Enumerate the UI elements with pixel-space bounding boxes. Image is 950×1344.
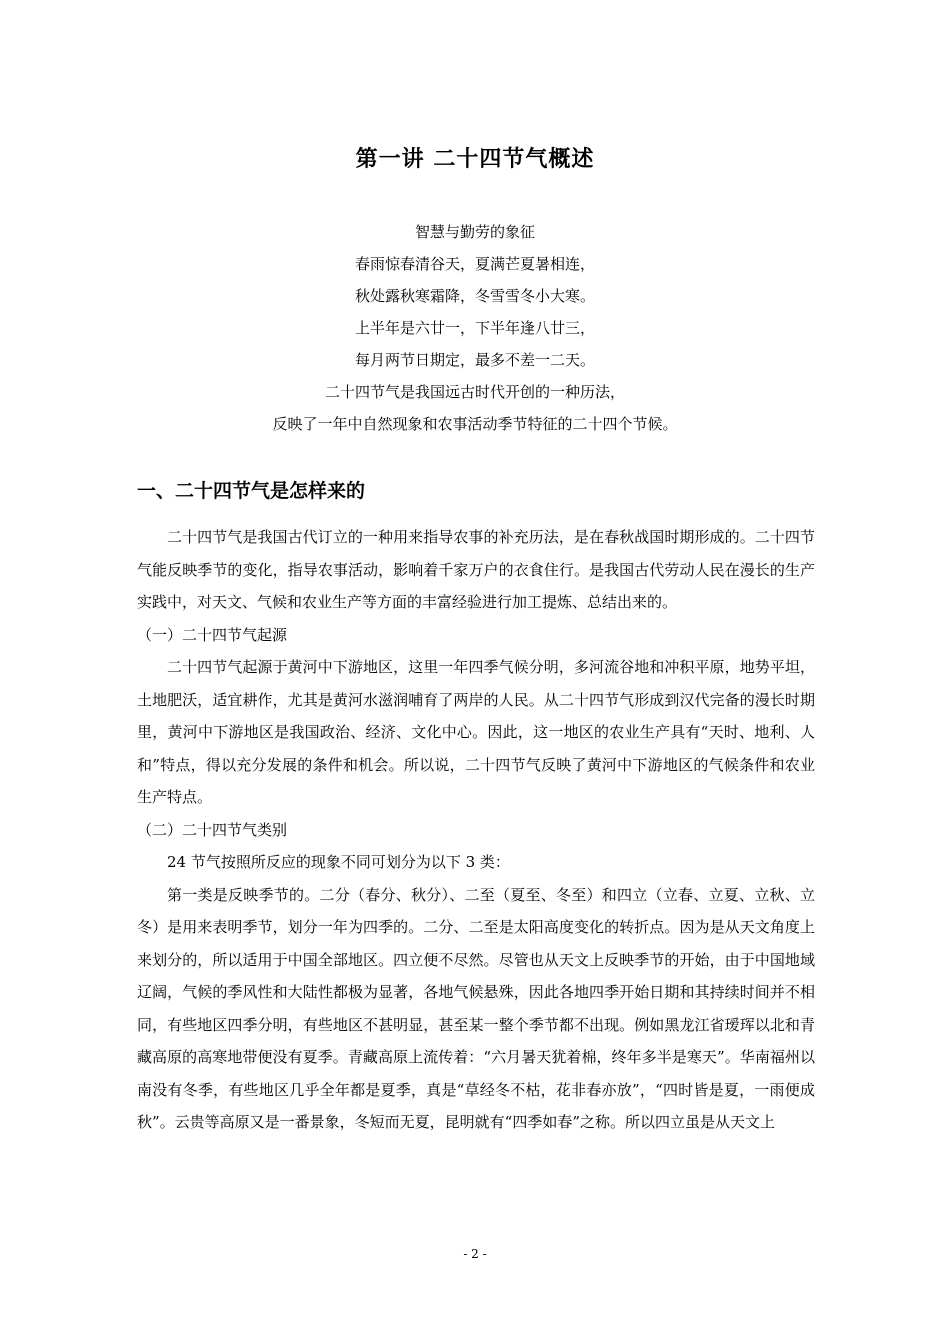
subsection-heading: （一）二十四节气起源 <box>137 625 288 644</box>
poem-line: 每月两节日期定，最多不差一二天。 <box>354 351 595 369</box>
poem-line: 智慧与勤劳的象征 <box>414 223 535 241</box>
poem-line: 反映了一年中自然现象和农事活动季节特征的二十四个节候。 <box>272 415 678 433</box>
poem-line: 上半年是六廿一，下半年逢八廿三， <box>354 319 595 337</box>
subsection-heading: （二）二十四节气类别 <box>137 820 288 839</box>
poem-line: 春雨惊春清谷天，夏满芒夏暑相连， <box>354 255 595 273</box>
page-title: 第一讲 二十四节气概述 <box>355 147 595 172</box>
paragraph: 二十四节气是我国古代订立的一种用来指导农事的补充历法，是在春秋战国时期形成的。二十四节气能反映季节的变化，指导农事活动，影响着千家万户的衣食住行。是我国古代劳动人民在漫长的生产实践中，对天文、气候和农业生产等方面的丰富经验进行加工提炼、总结出来的。 <box>137 528 815 611</box>
epigraph-poem <box>0 216 950 440</box>
body-text <box>137 521 815 1139</box>
paragraph: 24 节气按照所反应的现象不同可划分为以下 3 类： <box>167 853 510 871</box>
paragraph: 二十四节气起源于黄河中下游地区，这里一年四季气候分明，多河流谷地和冲积平原，地势平坦，土地肥沃，适宜耕作，尤其是黄河水滋润哺育了两岸的人民。从二十四节气形成到汉代完备的漫长时期里，黄河中下游地区是我国政治、经济、文化中心。因此，这一地区的农业生产具有“天时、地利、人和”特点，得以充分发展的条件和机会。所以说，二十四节气反映了黄河中下游地区的气候条件和农业生产特点。 <box>137 658 815 806</box>
poem-line: 秋处露秋寒霜降，冬雪雪冬小大寒。 <box>354 287 595 305</box>
page-number: - 2 - <box>463 1247 487 1261</box>
paragraph: 第一类是反映季节的。二分（春分、秋分）、二至（夏至、冬至）和四立（立春、立夏、立秋、立冬）是用来表明季节，划分一年为四季的。二分、二至是太阳高度变化的转折点。因为是从天文角度上来划分的，所以适用于中国全部地区。四立便不尽然。尽管也从天文上反映季节的开始，由于中国地域辽阔，气候的季风性和大陆性都极为显著，各地气候悬殊，因此各地四季开始日期和其持续时间并不相同，有些地区四季分明，有些地区不甚明显，甚至某一整个季节都不出现。例如黑龙江省瑷珲以北和青藏高原的高寒地带便没有夏季。青藏高原上流传着：“六月暑天犹着棉，终年多半是寒天”。华南福州以南没有冬季，有些地区几乎全年都是夏季，真是“草经冬不枯，花非春亦放”，“四时皆是夏，一雨便成秋”。云贵等高原又是一番景象，冬短而无夏，昆明就有“四季如春”之称。所以四立虽是从天文上 <box>137 885 815 1131</box>
section-heading: 一、二十四节气是怎样来的 <box>137 480 366 502</box>
poem-line: 二十四节气是我国远古时代开创的一种历法， <box>324 383 625 401</box>
